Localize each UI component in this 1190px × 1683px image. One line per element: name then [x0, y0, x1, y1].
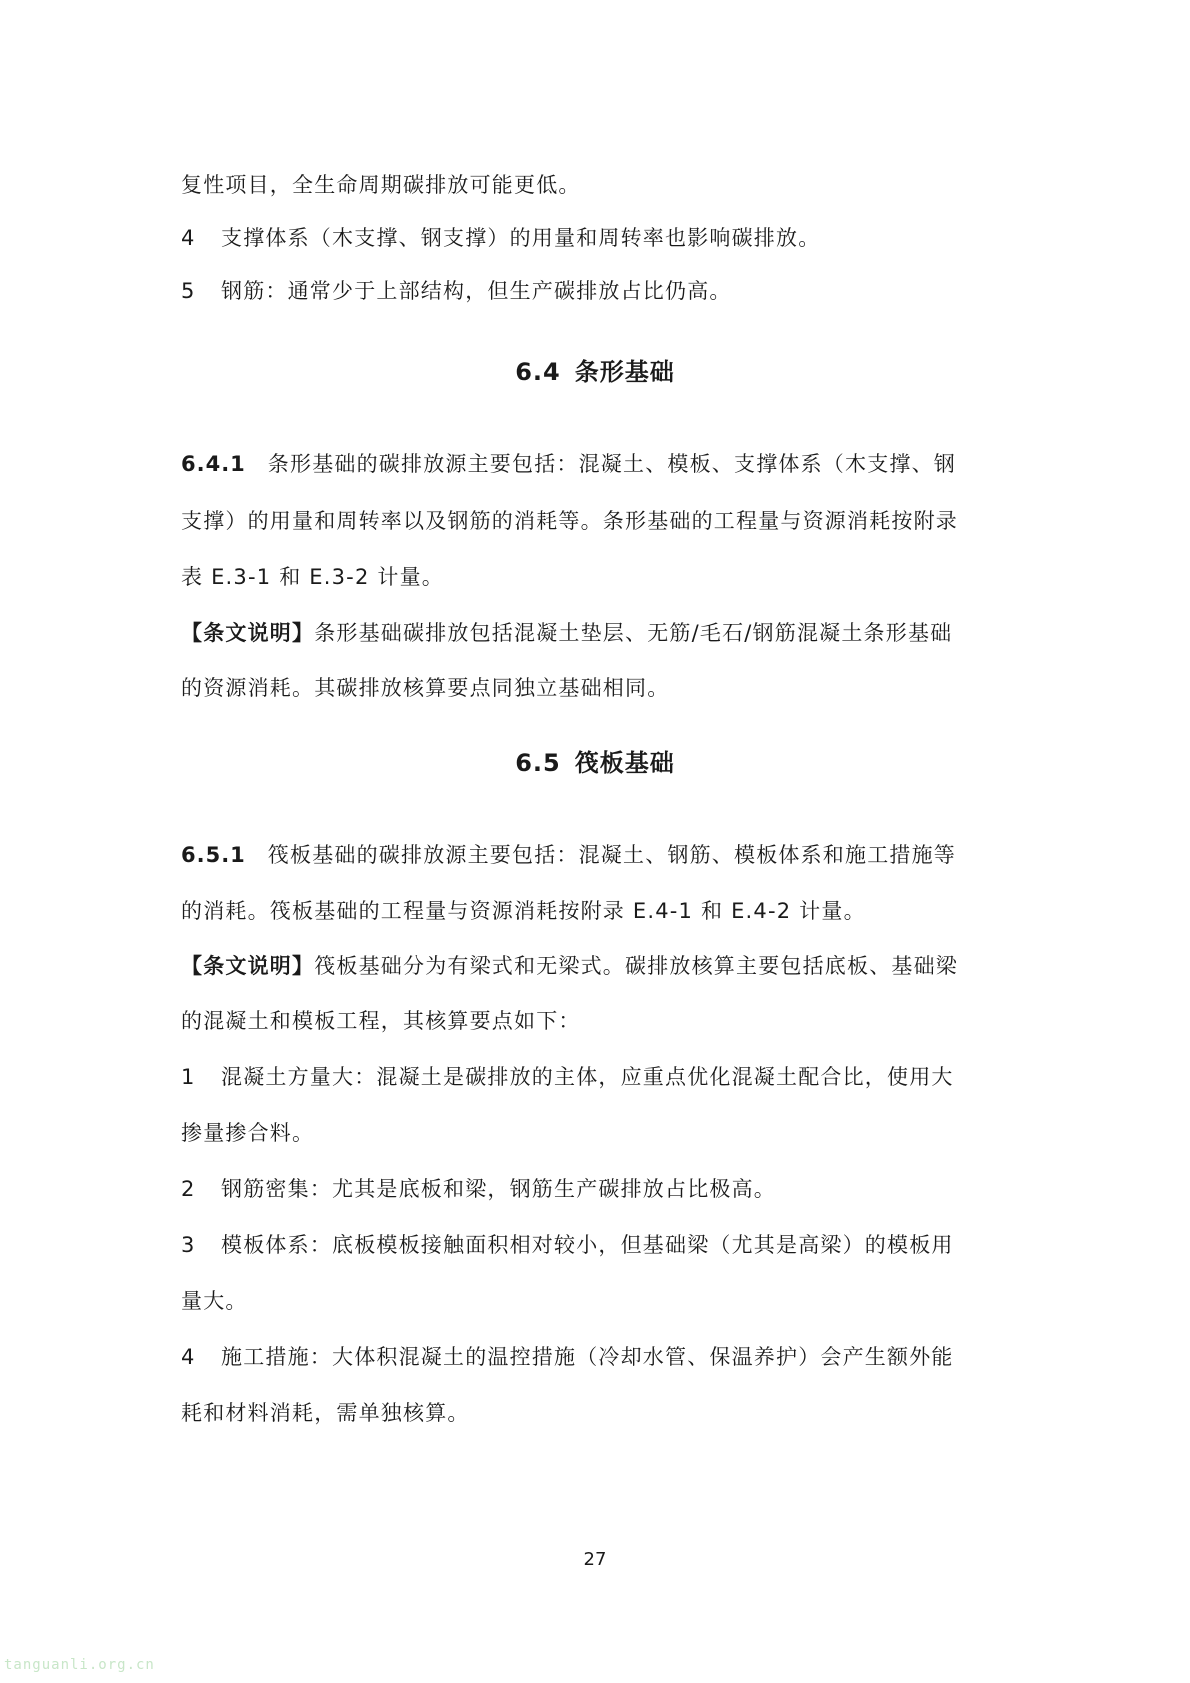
text-line	[181, 170, 1019, 200]
watermark: tanguanli.org.cn	[4, 1657, 155, 1673]
note-line	[181, 1006, 1019, 1036]
list-item	[181, 223, 1019, 253]
text: 掺量掺合料。	[181, 1121, 315, 1145]
list-item	[181, 1342, 1019, 1372]
text: 钢筋：通常少于上部结构，但生产碳排放占比仍高。	[221, 279, 732, 303]
page-number: 27	[583, 1549, 607, 1570]
text: 钢筋密集：尤其是底板和梁，钢筋生产碳排放占比极高。	[221, 1177, 776, 1201]
section-heading	[0, 746, 1190, 780]
note-line	[181, 673, 1019, 703]
text: 的混凝土和模板工程，其核算要点如下：	[181, 1009, 581, 1033]
section-title: 筏板基础	[574, 749, 675, 777]
note-line	[181, 951, 1019, 981]
text: 条形基础的碳排放源主要包括：混凝土、模板、支撑体系（木支撑、钢	[267, 452, 956, 476]
item-number: 4	[181, 226, 196, 250]
text: 耗和材料消耗，需单独核算。	[181, 1401, 470, 1425]
text: 筏板基础分为有梁式和无梁式。碳排放核算主要包括底板、基础梁	[314, 954, 959, 978]
item-number: 4	[181, 1345, 196, 1369]
text: 条形基础碳排放包括混凝土垫层、无筋/毛石/钢筋混凝土条形基础	[314, 621, 953, 645]
text: 混凝土方量大：混凝土是碳排放的主体，应重点优化混凝土配合比，使用大	[221, 1065, 954, 1089]
clause-line	[181, 896, 1019, 926]
item-number: 1	[181, 1065, 196, 1089]
list-item	[181, 276, 1019, 306]
text: 支撑）的用量和周转率以及钢筋的消耗等。条形基础的工程量与资源消耗按附录	[181, 509, 958, 533]
text: 的消耗。筏板基础的工程量与资源消耗按附录 E.4-1 和 E.4-2 计量。	[181, 899, 866, 923]
section-number: 6.4	[515, 358, 561, 386]
list-item	[181, 1062, 1019, 1092]
text: 表 E.3-1 和 E.3-2 计量。	[181, 565, 444, 589]
note-label: 【条文说明】	[181, 621, 315, 645]
text: 施工措施：大体积混凝土的温控措施（冷却水管、保温养护）会产生额外能	[221, 1345, 954, 1369]
list-item-continuation	[181, 1286, 1019, 1316]
list-item	[181, 1230, 1019, 1260]
clause-number: 6.4.1	[181, 452, 246, 476]
note-label: 【条文说明】	[181, 954, 315, 978]
item-number: 5	[181, 279, 196, 303]
section-number: 6.5	[515, 749, 561, 777]
text: 支撑体系（木支撑、钢支撑）的用量和周转率也影响碳排放。	[221, 226, 821, 250]
list-item-continuation	[181, 1118, 1019, 1148]
item-number: 2	[181, 1177, 196, 1201]
text: 复性项目，全生命周期碳排放可能更低。	[181, 173, 581, 197]
text: 的资源消耗。其碳排放核算要点同独立基础相同。	[181, 676, 670, 700]
list-item	[181, 1174, 1019, 1204]
section-title: 条形基础	[574, 358, 675, 386]
clause-line	[181, 449, 1019, 479]
clause-line	[181, 562, 1019, 592]
clause-number: 6.5.1	[181, 843, 246, 867]
text: 筏板基础的碳排放源主要包括：混凝土、钢筋、模板体系和施工措施等	[267, 843, 956, 867]
text: 量大。	[181, 1289, 248, 1313]
note-line	[181, 618, 1019, 648]
list-item-continuation	[181, 1398, 1019, 1428]
section-heading	[0, 355, 1190, 389]
text: 模板体系：底板模板接触面积相对较小，但基础梁（尤其是高梁）的模板用	[221, 1233, 954, 1257]
item-number: 3	[181, 1233, 196, 1257]
clause-line	[181, 506, 1019, 536]
clause-line	[181, 840, 1019, 870]
